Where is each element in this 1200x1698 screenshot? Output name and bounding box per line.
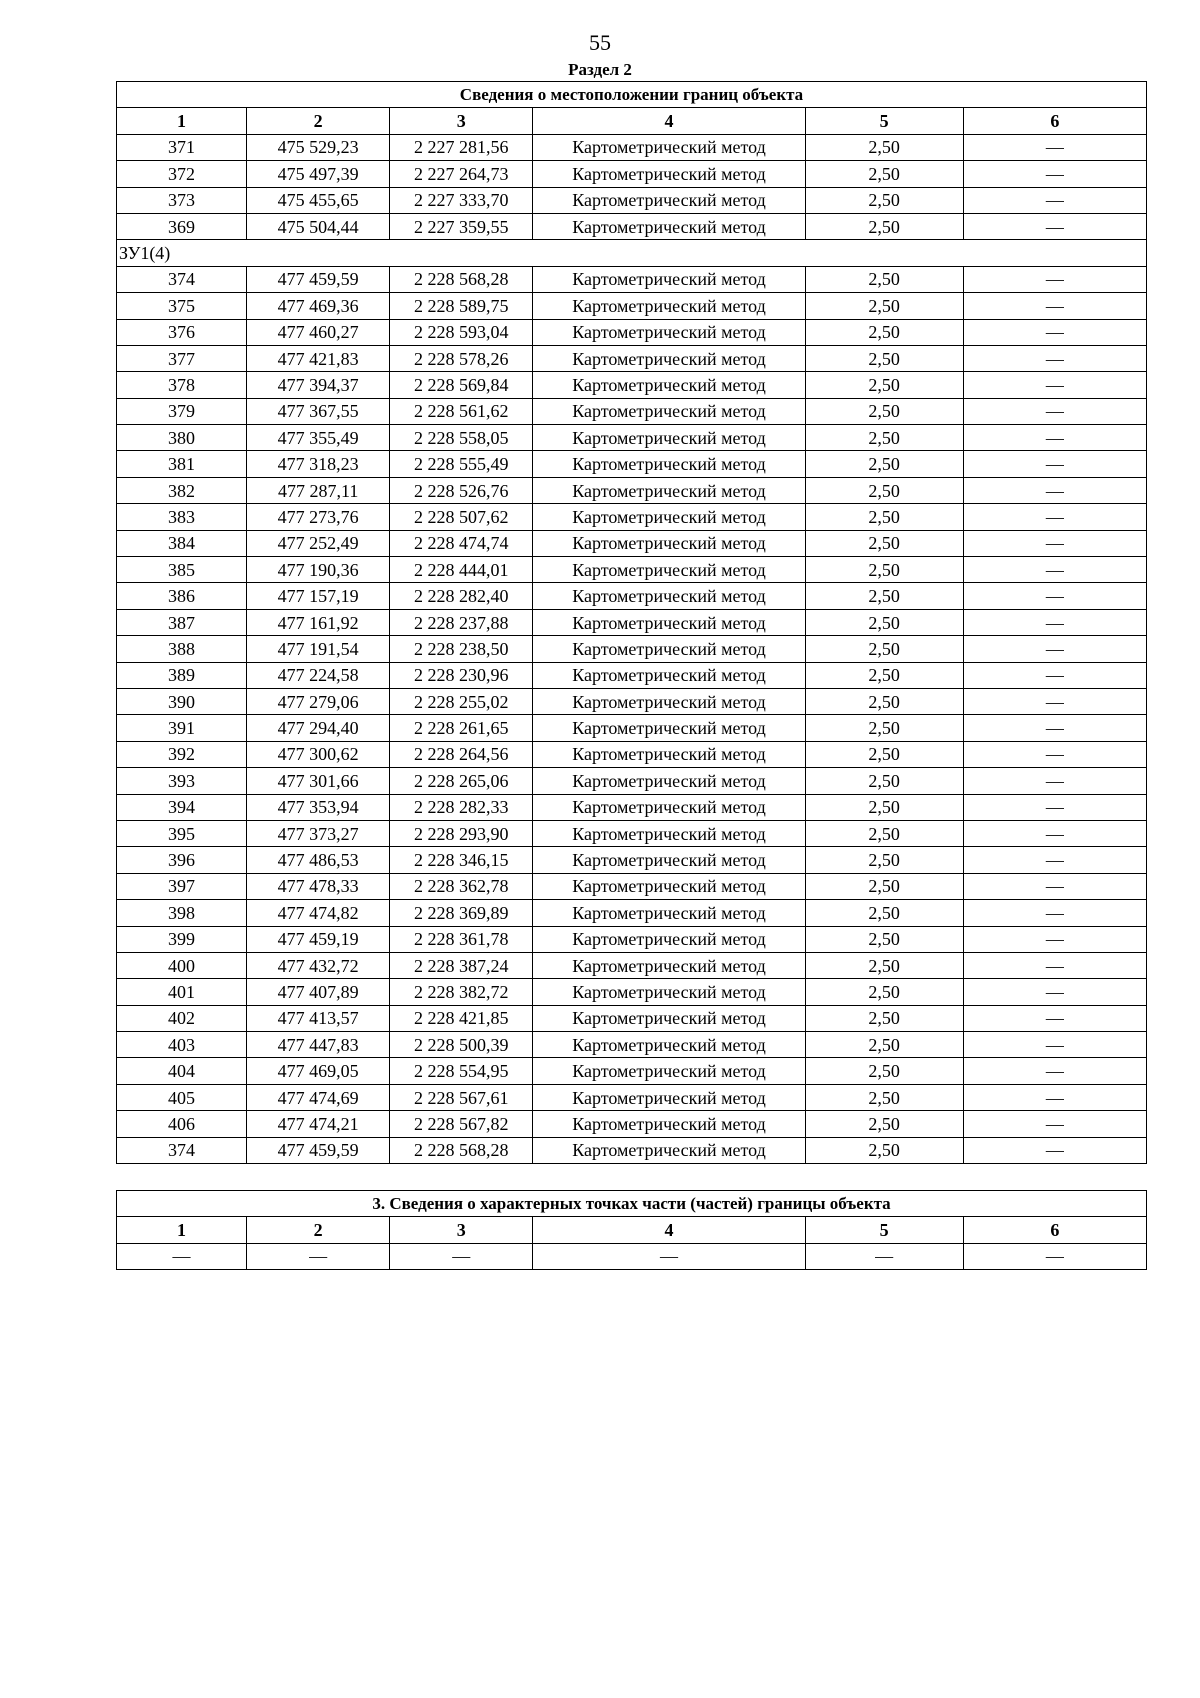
table-cell: 406 (117, 1111, 247, 1137)
table-cell: 2,50 (805, 1137, 963, 1163)
table-cell: 2 228 555,49 (390, 451, 533, 477)
table-cell: 2,50 (805, 293, 963, 319)
table-cell: 385 (117, 557, 247, 583)
table-row (117, 1084, 1147, 1110)
table-cell: 475 529,23 (247, 134, 390, 160)
table-cell: 396 (117, 847, 247, 873)
column-header: 2 (247, 1217, 390, 1243)
table-cell: 2 228 569,84 (390, 372, 533, 398)
table-cell: 2,50 (805, 1111, 963, 1137)
table-cell: Картометрический метод (533, 1084, 805, 1110)
table-cell: 381 (117, 451, 247, 477)
table-cell: Картометрический метод (533, 820, 805, 846)
table-cell: Картометрический метод (533, 345, 805, 371)
table-row (117, 688, 1147, 714)
column-number-row (117, 1217, 1147, 1243)
boundary-location-table (116, 81, 1147, 1164)
table-cell: — (963, 266, 1146, 292)
table-row (117, 662, 1147, 688)
table-cell: 2 228 567,61 (390, 1084, 533, 1110)
table-cell: — (963, 900, 1146, 926)
table-cell: 375 (117, 293, 247, 319)
table-cell: Картометрический метод (533, 213, 805, 239)
table-cell: Картометрический метод (533, 319, 805, 345)
table-cell: 2,50 (805, 134, 963, 160)
table-cell: 376 (117, 319, 247, 345)
table-cell: Картометрический метод (533, 979, 805, 1005)
table-cell: 2 228 589,75 (390, 293, 533, 319)
table-row (117, 741, 1147, 767)
table-cell: 384 (117, 530, 247, 556)
table-row (117, 636, 1147, 662)
table-row (117, 1243, 1147, 1269)
table-cell: 2 228 369,89 (390, 900, 533, 926)
table-cell: 477 273,76 (247, 504, 390, 530)
table-cell: 382 (117, 477, 247, 503)
table-cell: 477 432,72 (247, 952, 390, 978)
table-cell: 2 228 526,76 (390, 477, 533, 503)
table-cell: 477 355,49 (247, 425, 390, 451)
table-cell: 2 228 500,39 (390, 1032, 533, 1058)
table-row (117, 715, 1147, 741)
table-cell: — (963, 187, 1146, 213)
table-cell: 2 228 230,96 (390, 662, 533, 688)
column-header: 2 (247, 108, 390, 134)
table-cell: 475 497,39 (247, 161, 390, 187)
table-cell: — (247, 1243, 390, 1269)
group-row (117, 240, 1147, 266)
table-cell: — (963, 557, 1146, 583)
table-cell: Картометрический метод (533, 1058, 805, 1084)
table-cell: Картометрический метод (533, 1137, 805, 1163)
table-row (117, 1137, 1147, 1163)
table-cell: — (963, 213, 1146, 239)
table-cell: 378 (117, 372, 247, 398)
table-cell: 377 (117, 345, 247, 371)
table-cell: — (963, 1032, 1146, 1058)
table-row (117, 477, 1147, 503)
table-cell: 477 252,49 (247, 530, 390, 556)
table-cell: 2 228 361,78 (390, 926, 533, 952)
table-cell: 477 157,19 (247, 583, 390, 609)
table-caption: 3. Сведения о характерных точках части (частей) границы объекта (117, 1191, 1147, 1217)
table-cell: 2 228 567,82 (390, 1111, 533, 1137)
table-cell: 477 474,69 (247, 1084, 390, 1110)
table-cell: 2,50 (805, 741, 963, 767)
table-cell: 2,50 (805, 425, 963, 451)
table-cell: — (963, 425, 1146, 451)
table-cell: — (963, 345, 1146, 371)
table-cell: 2,50 (805, 319, 963, 345)
column-header: 5 (805, 108, 963, 134)
table-row (117, 583, 1147, 609)
table-cell: — (963, 1058, 1146, 1084)
table-cell: — (963, 398, 1146, 424)
table-cell: — (963, 319, 1146, 345)
table-cell: 477 191,54 (247, 636, 390, 662)
group-label: ЗУ1(4) (117, 240, 1147, 266)
table-cell: 2,50 (805, 662, 963, 688)
table-cell: — (963, 451, 1146, 477)
table-row (117, 557, 1147, 583)
table-cell: Картометрический метод (533, 425, 805, 451)
table-cell: — (533, 1243, 805, 1269)
table-cell: 2 228 255,02 (390, 688, 533, 714)
table-cell: Картометрический метод (533, 609, 805, 635)
table-cell: 2 227 333,70 (390, 187, 533, 213)
table-cell: Картометрический метод (533, 134, 805, 160)
table-cell: Картометрический метод (533, 794, 805, 820)
table-cell: 405 (117, 1084, 247, 1110)
table-cell: Картометрический метод (533, 161, 805, 187)
column-number-row (117, 108, 1147, 134)
table-cell: — (963, 161, 1146, 187)
table-cell: 2 228 507,62 (390, 504, 533, 530)
column-header: 4 (533, 1217, 805, 1243)
table-cell: 2 228 346,15 (390, 847, 533, 873)
column-header: 4 (533, 108, 805, 134)
table-cell: Картометрический метод (533, 398, 805, 424)
table-cell: — (963, 952, 1146, 978)
table-cell: 477 447,83 (247, 1032, 390, 1058)
table-cell: Картометрический метод (533, 1005, 805, 1031)
table-row (117, 900, 1147, 926)
table-cell: Картометрический метод (533, 1111, 805, 1137)
table-cell: 477 459,19 (247, 926, 390, 952)
table-cell: — (963, 873, 1146, 899)
table-cell: 2,50 (805, 213, 963, 239)
table-cell: 2,50 (805, 636, 963, 662)
table-cell: 383 (117, 504, 247, 530)
table-row (117, 161, 1147, 187)
table-row (117, 530, 1147, 556)
table-cell: 372 (117, 161, 247, 187)
table-row (117, 794, 1147, 820)
table-cell: 2,50 (805, 873, 963, 899)
table-cell: 380 (117, 425, 247, 451)
table-cell: 2 228 561,62 (390, 398, 533, 424)
table-cell: — (963, 768, 1146, 794)
table-cell: Картометрический метод (533, 768, 805, 794)
table-cell: 477 413,57 (247, 1005, 390, 1031)
table-cell: 2,50 (805, 557, 963, 583)
table-cell: 477 478,33 (247, 873, 390, 899)
table-cell: — (963, 583, 1146, 609)
table-cell: Картометрический метод (533, 477, 805, 503)
table-row (117, 345, 1147, 371)
table-cell: 403 (117, 1032, 247, 1058)
table-cell: 477 353,94 (247, 794, 390, 820)
table-cell: 477 474,21 (247, 1111, 390, 1137)
table-cell: 477 287,11 (247, 477, 390, 503)
table-cell: — (963, 1005, 1146, 1031)
table-cell: 477 224,58 (247, 662, 390, 688)
table-cell: — (963, 715, 1146, 741)
table-row (117, 134, 1147, 160)
table-cell: 2 228 421,85 (390, 1005, 533, 1031)
table-cell: 2,50 (805, 583, 963, 609)
table-cell: 2,50 (805, 609, 963, 635)
table-cell: Картометрический метод (533, 715, 805, 741)
table-cell: 2 228 593,04 (390, 319, 533, 345)
column-header: 5 (805, 1217, 963, 1243)
table-cell: 2,50 (805, 768, 963, 794)
table-cell: Картометрический метод (533, 662, 805, 688)
table-cell: 386 (117, 583, 247, 609)
table-cell: 477 486,53 (247, 847, 390, 873)
table-cell: 477 469,36 (247, 293, 390, 319)
table-cell: — (963, 609, 1146, 635)
table-cell: — (963, 688, 1146, 714)
table-cell: 2,50 (805, 187, 963, 213)
table-cell: 402 (117, 1005, 247, 1031)
table-row (117, 1111, 1147, 1137)
table-cell: — (963, 1137, 1146, 1163)
table-cell: — (963, 820, 1146, 846)
table-cell: 2 228 261,65 (390, 715, 533, 741)
table-row (117, 952, 1147, 978)
table-cell: 2 227 281,56 (390, 134, 533, 160)
table-cell: 374 (117, 1137, 247, 1163)
table-cell: 2,50 (805, 715, 963, 741)
table-cell: — (963, 504, 1146, 530)
table-row (117, 372, 1147, 398)
page-number: 55 (589, 30, 611, 55)
table-cell: — (963, 1084, 1146, 1110)
table-cell: — (963, 293, 1146, 319)
table-row (117, 873, 1147, 899)
table-cell: — (963, 847, 1146, 873)
table-cell: 2,50 (805, 266, 963, 292)
table-body (117, 1243, 1147, 1269)
table-cell: 2,50 (805, 1005, 963, 1031)
table-cell: 2,50 (805, 794, 963, 820)
table-row (117, 609, 1147, 635)
table-cell: Картометрический метод (533, 873, 805, 899)
table-cell: 2,50 (805, 345, 963, 371)
table-cell: 371 (117, 134, 247, 160)
table-row (117, 213, 1147, 239)
table-cell: 373 (117, 187, 247, 213)
table-cell: 369 (117, 213, 247, 239)
column-header: 1 (117, 108, 247, 134)
table-cell: 2,50 (805, 477, 963, 503)
table-cell: 477 367,55 (247, 398, 390, 424)
table-cell: 399 (117, 926, 247, 952)
table-cell: 475 504,44 (247, 213, 390, 239)
table-cell: 2 228 264,56 (390, 741, 533, 767)
table-cell: 477 407,89 (247, 979, 390, 1005)
table-cell: 379 (117, 398, 247, 424)
table-cell: 477 318,23 (247, 451, 390, 477)
table-cell: Картометрический метод (533, 583, 805, 609)
table-cell: Картометрический метод (533, 504, 805, 530)
table-cell: Картометрический метод (533, 636, 805, 662)
group-row-body (117, 240, 1147, 266)
table-cell: — (963, 926, 1146, 952)
table-cell: 387 (117, 609, 247, 635)
table-cell: 2 228 578,26 (390, 345, 533, 371)
table-cell: — (117, 1243, 247, 1269)
table-cell: — (963, 794, 1146, 820)
table-cell: Картометрический метод (533, 1032, 805, 1058)
table-cell: Картометрический метод (533, 952, 805, 978)
table-cell: 2 228 362,78 (390, 873, 533, 899)
table-cell: 477 459,59 (247, 1137, 390, 1163)
table-cell: Картометрический метод (533, 372, 805, 398)
table-cell: 388 (117, 636, 247, 662)
table-cell: 477 474,82 (247, 900, 390, 926)
table-cell: 2,50 (805, 372, 963, 398)
table-cell: — (963, 662, 1146, 688)
column-header: 3 (390, 1217, 533, 1243)
table-cell: 475 455,65 (247, 187, 390, 213)
table-cell: 2,50 (805, 1084, 963, 1110)
table-cell: 2 228 568,28 (390, 266, 533, 292)
table-cell: 2,50 (805, 161, 963, 187)
table-cell: 477 421,83 (247, 345, 390, 371)
table-cell: 2 228 474,74 (390, 530, 533, 556)
table-cell: 2 228 237,88 (390, 609, 533, 635)
table-row (117, 1032, 1147, 1058)
table-row (117, 847, 1147, 873)
table-cell: 2,50 (805, 1058, 963, 1084)
table-cell: Картометрический метод (533, 900, 805, 926)
table-cell: 2,50 (805, 952, 963, 978)
table-cell: 394 (117, 794, 247, 820)
table-cell: 401 (117, 979, 247, 1005)
table-cell: 477 161,92 (247, 609, 390, 635)
column-header: 6 (963, 108, 1146, 134)
table-row (117, 293, 1147, 319)
table-cell: Картометрический метод (533, 847, 805, 873)
table-cell: 2,50 (805, 504, 963, 530)
table-cell: 477 294,40 (247, 715, 390, 741)
table-cell: 2 228 387,24 (390, 952, 533, 978)
table-cell: 2 228 568,28 (390, 1137, 533, 1163)
table-cell: Картометрический метод (533, 926, 805, 952)
table-cell: 2 228 265,06 (390, 768, 533, 794)
section-heading: Раздел 2 (568, 60, 632, 79)
table-cell: 2 227 264,73 (390, 161, 533, 187)
table-row (117, 820, 1147, 846)
table-row (117, 319, 1147, 345)
table-cell: 390 (117, 688, 247, 714)
table-cell: 477 469,05 (247, 1058, 390, 1084)
table-cell: Картометрический метод (533, 187, 805, 213)
table-cell: 2,50 (805, 1032, 963, 1058)
table-cell: 391 (117, 715, 247, 741)
table-row (117, 425, 1147, 451)
table-cell: 2 228 444,01 (390, 557, 533, 583)
table-row (117, 187, 1147, 213)
table-cell: 2 228 382,72 (390, 979, 533, 1005)
table-cell: 393 (117, 768, 247, 794)
table-row (117, 451, 1147, 477)
table-cell: — (390, 1243, 533, 1269)
table-caption: Сведения о местоположении границ объекта (117, 82, 1147, 108)
table-cell: 2,50 (805, 979, 963, 1005)
table-cell: 2,50 (805, 926, 963, 952)
table-cell: 392 (117, 741, 247, 767)
table-cell: 400 (117, 952, 247, 978)
table-cell: 477 279,06 (247, 688, 390, 714)
table-cell: 397 (117, 873, 247, 899)
table-cell: Картометрический метод (533, 741, 805, 767)
table-row (117, 1005, 1147, 1031)
table-cell: 2,50 (805, 688, 963, 714)
table-row (117, 979, 1147, 1005)
table-cell: — (805, 1243, 963, 1269)
table-cell: — (963, 134, 1146, 160)
table-cell: 374 (117, 266, 247, 292)
table-cell: — (963, 1111, 1146, 1137)
table-cell: Картометрический метод (533, 266, 805, 292)
table-cell: 2 228 282,33 (390, 794, 533, 820)
table-body-after-group (117, 266, 1147, 1163)
table-cell: 477 373,27 (247, 820, 390, 846)
table-cell: 389 (117, 662, 247, 688)
column-header: 3 (390, 108, 533, 134)
table-cell: 477 300,62 (247, 741, 390, 767)
column-header: 1 (117, 1217, 247, 1243)
table-cell: 2 228 238,50 (390, 636, 533, 662)
table-cell: 398 (117, 900, 247, 926)
table-cell: 2,50 (805, 900, 963, 926)
table-cell: 477 459,59 (247, 266, 390, 292)
table-cell: 2,50 (805, 451, 963, 477)
table-cell: 2,50 (805, 820, 963, 846)
table-cell: — (963, 372, 1146, 398)
table-cell: 477 460,27 (247, 319, 390, 345)
table-cell: 395 (117, 820, 247, 846)
table-cell: — (963, 477, 1146, 503)
table-body-before-group (117, 134, 1147, 240)
table-cell: 2,50 (805, 398, 963, 424)
table-row (117, 266, 1147, 292)
table-row (117, 1058, 1147, 1084)
table-cell: 2 227 359,55 (390, 213, 533, 239)
table-cell: — (963, 1243, 1146, 1269)
table-cell: 477 394,37 (247, 372, 390, 398)
table-cell: 2 228 554,95 (390, 1058, 533, 1084)
table-cell: Картометрический метод (533, 530, 805, 556)
table-row (117, 504, 1147, 530)
table-cell: 477 190,36 (247, 557, 390, 583)
table-cell: — (963, 530, 1146, 556)
part-boundary-points-table (116, 1190, 1147, 1270)
table-row (117, 926, 1147, 952)
table-row (117, 398, 1147, 424)
table-cell: 2 228 282,40 (390, 583, 533, 609)
table-cell: — (963, 636, 1146, 662)
column-header: 6 (963, 1217, 1146, 1243)
table-cell: — (963, 979, 1146, 1005)
table-cell: 2 228 558,05 (390, 425, 533, 451)
table-row (117, 768, 1147, 794)
table-cell: Картометрический метод (533, 293, 805, 319)
table-cell: 2 228 293,90 (390, 820, 533, 846)
table-cell: Картометрический метод (533, 688, 805, 714)
table-cell: Картометрический метод (533, 451, 805, 477)
table-cell: Картометрический метод (533, 557, 805, 583)
table-cell: 404 (117, 1058, 247, 1084)
table-cell: — (963, 741, 1146, 767)
table-cell: 2,50 (805, 530, 963, 556)
table-cell: 2,50 (805, 847, 963, 873)
table-cell: 477 301,66 (247, 768, 390, 794)
